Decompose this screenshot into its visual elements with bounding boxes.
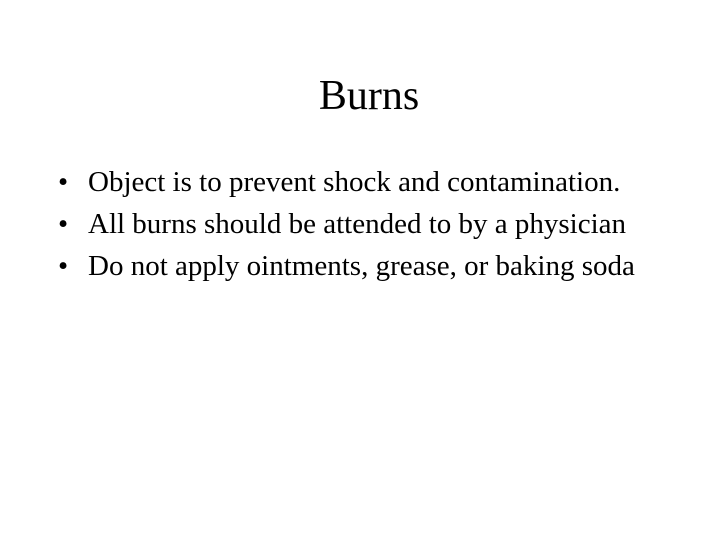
bullet-item-shock-contamination [58, 162, 678, 202]
bullet-marker: • [58, 250, 69, 282]
bullet-text: All burns should be attended to by a physician [88, 208, 627, 240]
bullet-marker: • [58, 208, 69, 240]
bullet-list [58, 162, 678, 288]
bullet-text: Object is to prevent shock and contamination. [88, 166, 621, 198]
bullet-item-ointments [58, 246, 678, 286]
slide-title: Burns [318, 73, 420, 119]
bullet-item-physician [58, 204, 678, 244]
bullet-marker: • [58, 166, 69, 198]
bullet-text: Do not apply ointments, grease, or baking soda [88, 250, 635, 282]
